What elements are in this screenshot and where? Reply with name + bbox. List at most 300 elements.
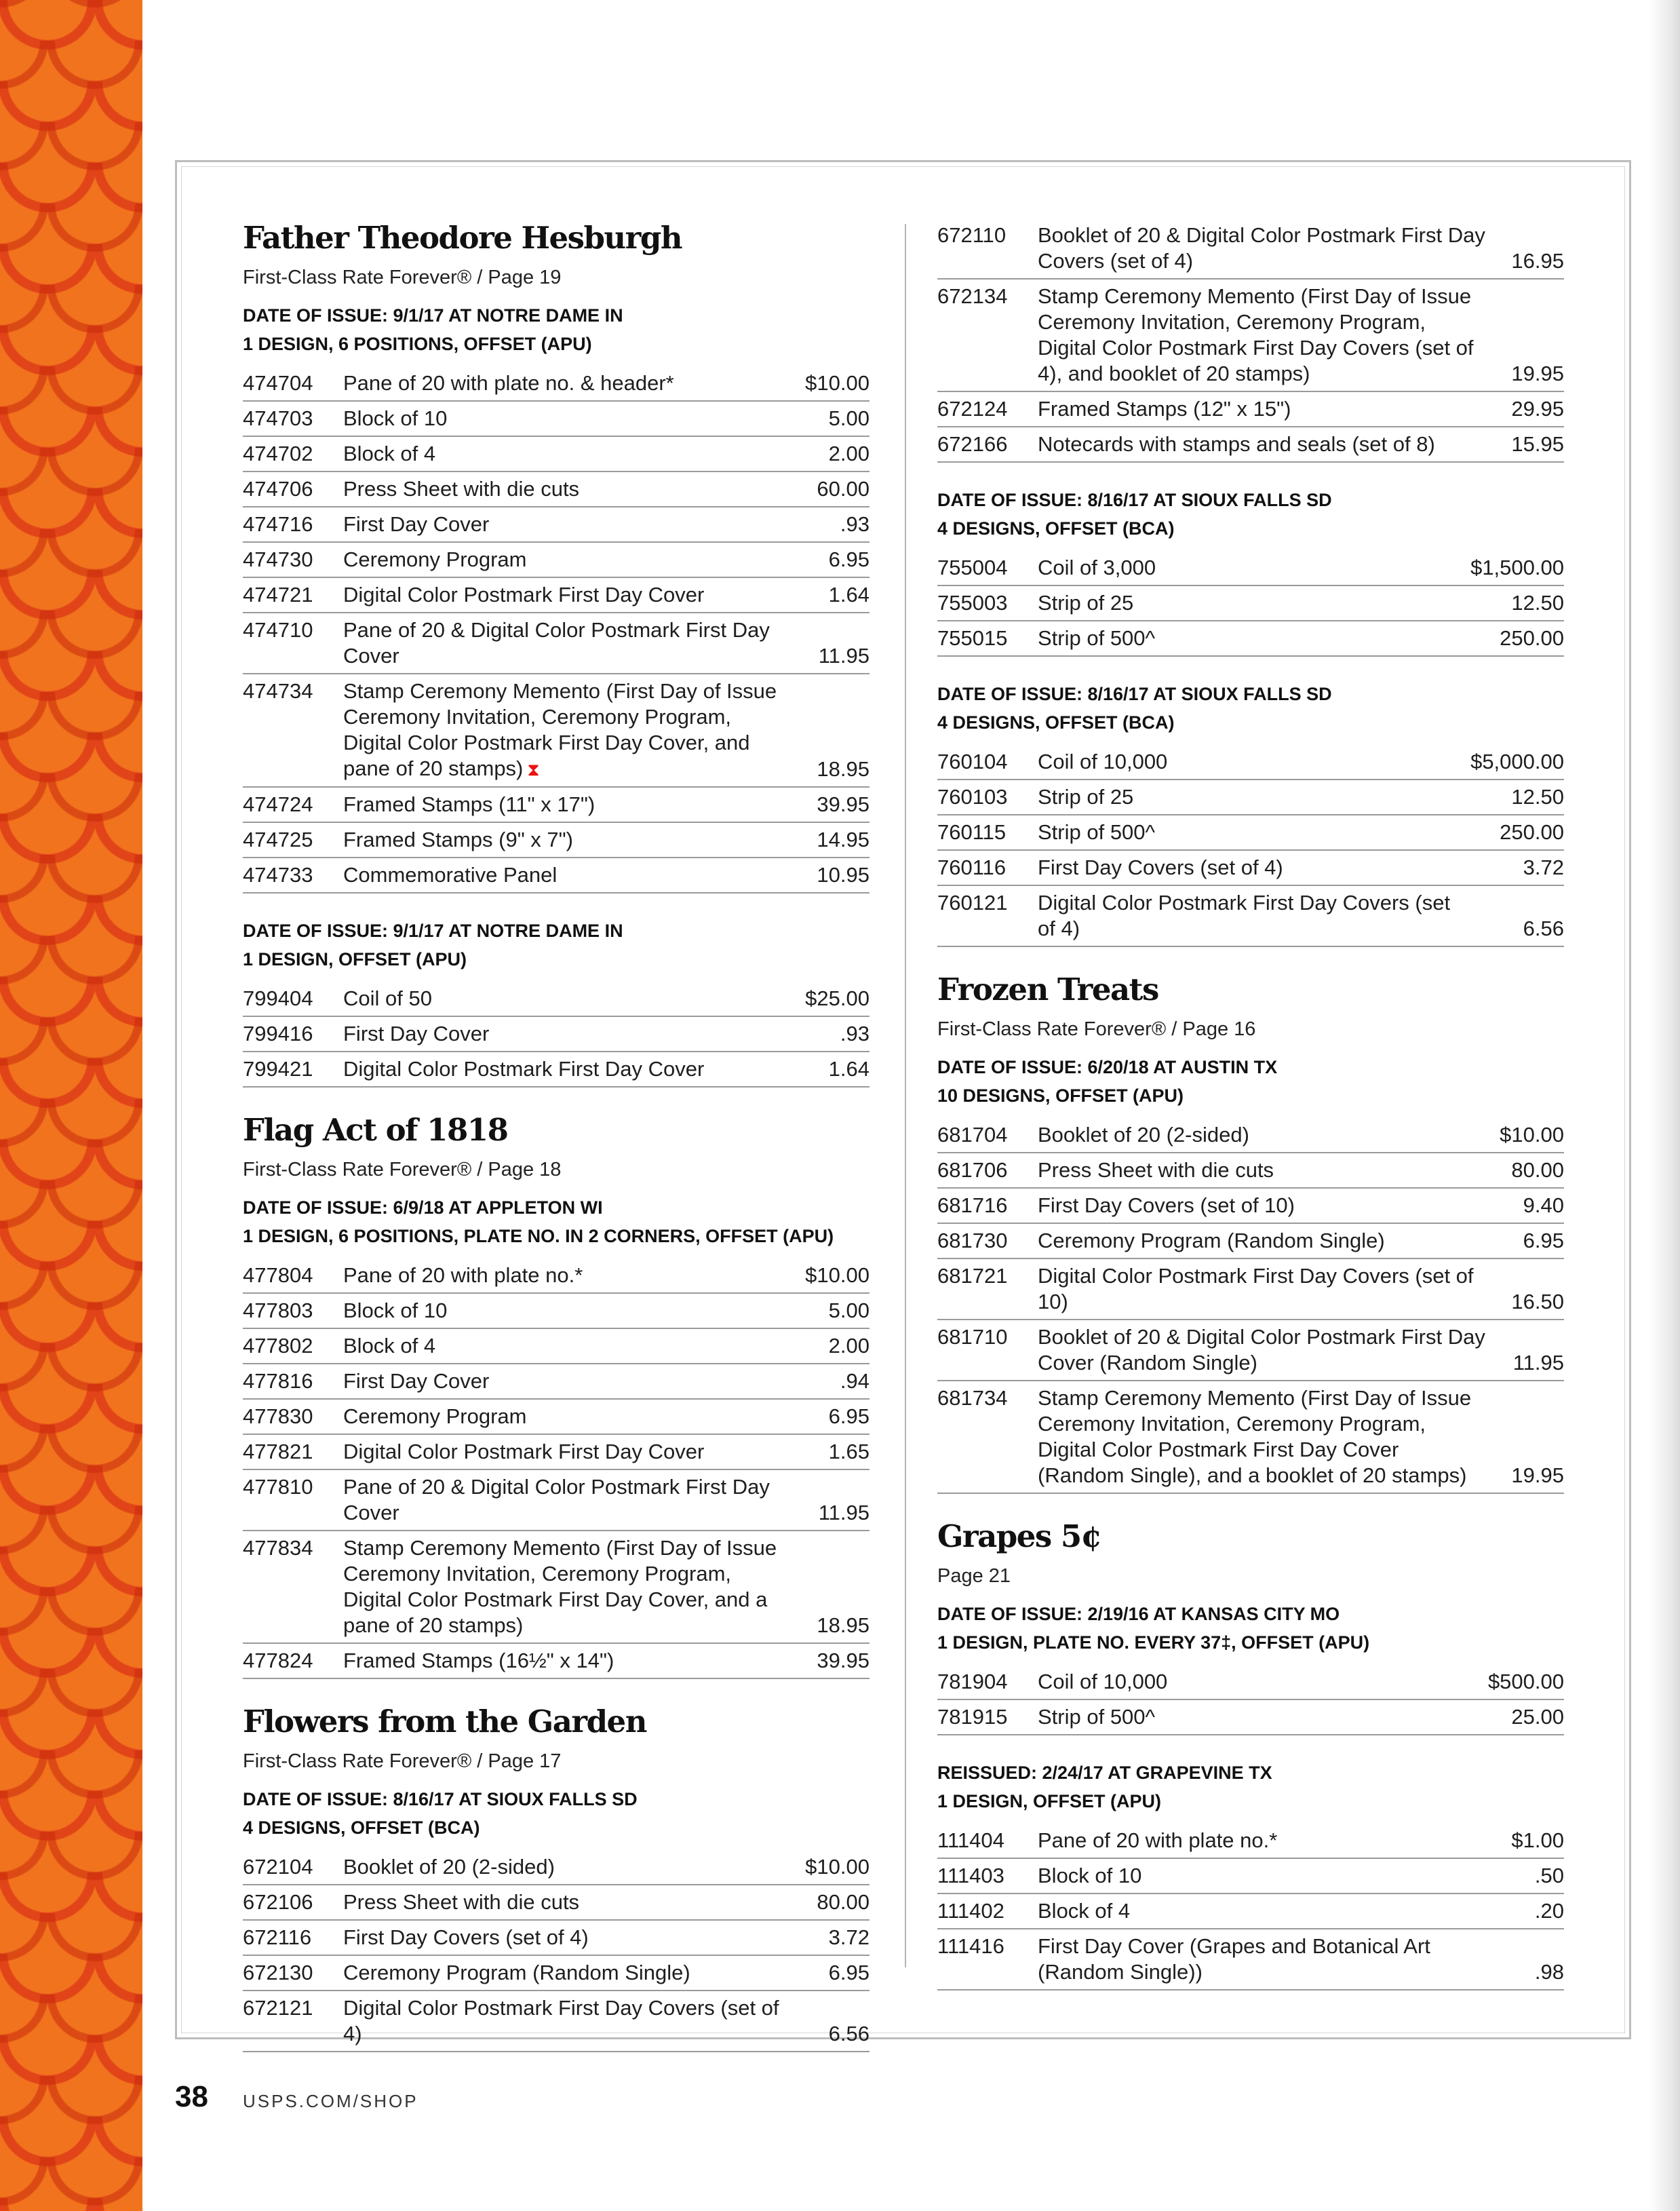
item-description [1038, 1153, 1489, 1188]
item-description [1038, 218, 1489, 279]
item-description-text: Block of 10 [343, 1299, 448, 1322]
item-description [343, 674, 795, 787]
issue-line: DATE OF ISSUE: 6/20/18 AT AUSTIN TX [937, 1057, 1278, 1077]
item-description-text: Pane of 20 & Digital Color Postmark First Day Cover [343, 618, 770, 668]
item-description-text: Digital Color Postmark First Day Cover [343, 583, 705, 607]
footer-url[interactable]: USPS.COM/SHOP [243, 2091, 418, 2111]
section-title: Father Theodore Hesburgh [243, 220, 682, 256]
item-code: 755003 [937, 585, 1038, 621]
table-row [937, 1893, 1564, 1929]
product-table [243, 982, 870, 1088]
table-row [937, 850, 1564, 885]
item-description-text: Ceremony Program (Random Single) [343, 1961, 690, 1984]
table-row [243, 613, 870, 674]
item-code: 755004 [937, 551, 1038, 585]
table-row [243, 1469, 870, 1531]
item-description [1038, 585, 1470, 621]
item-code: 760121 [937, 885, 1038, 946]
item-description [343, 1469, 795, 1531]
item-price: 2.00 [795, 436, 870, 472]
item-description [1038, 551, 1470, 585]
item-description-text: Block of 4 [343, 1334, 436, 1358]
item-price: $10.00 [795, 366, 870, 401]
item-price: $25.00 [795, 982, 870, 1016]
item-code: 760115 [937, 815, 1038, 850]
item-description [343, 366, 795, 401]
table-row [937, 551, 1564, 585]
item-code: 755015 [937, 621, 1038, 656]
hourglass-icon: ⧗ [527, 759, 540, 780]
item-description-text: Press Sheet with die cuts [343, 1890, 580, 1914]
item-price: 3.72 [795, 1920, 870, 1955]
item-description [1038, 850, 1470, 885]
item-description-text: Digital Color Postmark First Day Covers (set of 10) [1038, 1264, 1474, 1313]
item-price: 80.00 [1489, 1153, 1564, 1188]
item-code: 477821 [243, 1434, 343, 1469]
table-row [243, 1531, 870, 1643]
table-row [243, 1643, 870, 1678]
item-description-text: Digital Color Postmark First Day Cover [343, 1440, 705, 1463]
item-description-text: Press Sheet with die cuts [1038, 1158, 1274, 1182]
item-code: 672124 [937, 391, 1038, 427]
item-price: 14.95 [795, 822, 870, 858]
item-code: 672134 [937, 279, 1038, 391]
item-description [343, 1293, 795, 1328]
item-description [343, 1955, 795, 1991]
section-subtitle: Page 21 [937, 1565, 1011, 1587]
item-description [343, 436, 795, 472]
item-code: 681710 [937, 1320, 1038, 1381]
table-row [243, 1052, 870, 1087]
table-row [937, 218, 1564, 279]
item-code: 474721 [243, 577, 343, 613]
item-description [343, 542, 795, 577]
item-price: 6.56 [1470, 885, 1564, 946]
item-description [343, 858, 795, 893]
issue-line: DATE OF ISSUE: 8/16/17 AT SIOUX FALLS SD [937, 684, 1332, 704]
item-description [1038, 745, 1470, 780]
item-code: 672110 [937, 218, 1038, 279]
item-description-text: First Day Cover [343, 1022, 490, 1045]
item-description-text: First Day Covers (set of 4) [1038, 855, 1283, 879]
item-description-text: Booklet of 20 & Digital Color Postmark First Day Cover (Random Single) [1038, 1325, 1485, 1374]
item-description [1038, 1699, 1488, 1735]
item-description-text: Commemorative Panel [343, 863, 558, 887]
item-description-text: Ceremony Program [343, 1404, 527, 1428]
item-price: 10.95 [795, 858, 870, 893]
item-description-text: Pane of 20 with plate no. & header* [343, 371, 674, 395]
item-code: 781915 [937, 1699, 1038, 1735]
item-description [343, 1920, 795, 1955]
item-code: 474710 [243, 613, 343, 674]
item-description-text: Coil of 10,000 [1038, 750, 1168, 773]
section-title: Frozen Treats [937, 972, 1158, 1007]
item-price: 39.95 [795, 1643, 870, 1678]
item-description [1038, 427, 1489, 462]
item-description [1038, 1929, 1489, 1990]
item-code: 474702 [243, 436, 343, 472]
issue-line: 10 DESIGNS, OFFSET (APU) [937, 1085, 1184, 1106]
item-description [1038, 1258, 1489, 1320]
section-subtitle: First-Class Rate Forever® / Page 16 [937, 1018, 1256, 1040]
item-price: 80.00 [795, 1885, 870, 1920]
item-code: 477824 [243, 1643, 343, 1678]
item-price: $1.00 [1489, 1824, 1564, 1858]
item-description [343, 507, 795, 542]
item-code: 477834 [243, 1531, 343, 1643]
product-table [937, 745, 1564, 947]
item-code: 681721 [937, 1258, 1038, 1320]
item-code: 474725 [243, 822, 343, 858]
table-row [243, 982, 870, 1016]
table-row [243, 787, 870, 822]
item-description-text: Booklet of 20 (2-sided) [343, 1855, 555, 1879]
table-row [937, 1223, 1564, 1258]
table-row [937, 279, 1564, 391]
item-description-text: Framed Stamps (12" x 15") [1038, 397, 1291, 421]
item-price: 16.50 [1489, 1258, 1564, 1320]
table-row [937, 885, 1564, 946]
item-description-text: Ceremony Program [343, 547, 527, 571]
table-row [937, 1320, 1564, 1381]
item-description-text: Pane of 20 & Digital Color Postmark First Day Cover [343, 1475, 770, 1524]
item-code: 111402 [937, 1893, 1038, 1929]
item-description-text: Coil of 10,000 [1038, 1670, 1168, 1693]
item-price: 25.00 [1488, 1699, 1564, 1735]
item-code: 111416 [937, 1929, 1038, 1990]
item-price: 1.65 [795, 1434, 870, 1469]
item-price: 12.50 [1470, 585, 1564, 621]
item-code: 474704 [243, 366, 343, 401]
item-price: 5.00 [795, 1293, 870, 1328]
item-description [1038, 1824, 1489, 1858]
table-row [937, 780, 1564, 815]
table-row [937, 1118, 1564, 1153]
table-row [937, 621, 1564, 656]
section-subtitle: First-Class Rate Forever® / Page 17 [243, 1750, 562, 1772]
product-table [243, 1850, 870, 2052]
item-price: 19.95 [1489, 279, 1564, 391]
table-row [243, 472, 870, 507]
item-description-text: Block of 4 [343, 442, 436, 465]
section-title: Flowers from the Garden [243, 1704, 646, 1739]
item-description-text: Stamp Ceremony Memento (First Day of Issue Ceremony Invitation, Ceremony Program, Digital Color Postmark First Day Cover (Random Single), and a booklet of 20 stamps) [1038, 1386, 1472, 1487]
item-code: 474730 [243, 542, 343, 577]
item-price: 9.40 [1489, 1188, 1564, 1223]
table-row [937, 1665, 1564, 1699]
item-description [1038, 885, 1470, 946]
issue-line: 1 DESIGN, 6 POSITIONS, OFFSET (APU) [243, 334, 592, 354]
item-description [343, 1399, 795, 1434]
item-code: 799404 [243, 982, 343, 1016]
right-column [937, 218, 1564, 2014]
page-number: 38 [175, 2080, 208, 2113]
item-description-text: Stamp Ceremony Memento (First Day of Issue Ceremony Invitation, Ceremony Program, Digital Color Postmark First Day Covers (set of 4), and booklet of 20 stamps) [1038, 284, 1474, 385]
table-row [243, 1364, 870, 1399]
item-description [343, 787, 795, 822]
table-row [243, 577, 870, 613]
item-description [1038, 815, 1470, 850]
item-code: 474716 [243, 507, 343, 542]
table-row [937, 1188, 1564, 1223]
item-price: 19.95 [1489, 1381, 1564, 1493]
item-price: 11.95 [795, 613, 870, 674]
table-row [243, 1920, 870, 1955]
item-code: 681734 [937, 1381, 1038, 1493]
issue-info [243, 1193, 870, 1250]
product-table [937, 218, 1564, 463]
table-row [243, 1399, 870, 1434]
item-code: 681704 [937, 1118, 1038, 1153]
issue-line: DATE OF ISSUE: 9/1/17 AT NOTRE DAME IN [243, 921, 623, 941]
table-row [243, 401, 870, 436]
item-price: $10.00 [1489, 1118, 1564, 1153]
item-description-text: Strip of 500^ [1038, 626, 1156, 650]
item-description [1038, 1223, 1489, 1258]
item-description [1038, 1381, 1489, 1493]
item-code: 474724 [243, 787, 343, 822]
item-description-text: Block of 10 [1038, 1864, 1142, 1887]
table-row [243, 1885, 870, 1920]
item-description [1038, 391, 1489, 427]
item-code: 474706 [243, 472, 343, 507]
item-description-text: Ceremony Program (Random Single) [1038, 1229, 1385, 1252]
table-row [243, 1328, 870, 1364]
issue-line: 1 DESIGN, OFFSET (APU) [937, 1791, 1162, 1811]
item-description [343, 613, 795, 674]
table-row [937, 1381, 1564, 1493]
item-description-text: Booklet of 20 (2-sided) [1038, 1123, 1249, 1147]
table-row [937, 585, 1564, 621]
item-price: 2.00 [795, 1328, 870, 1364]
item-price: 250.00 [1470, 621, 1564, 656]
item-code: 474734 [243, 674, 343, 787]
table-row [243, 1991, 870, 2052]
item-code: 681706 [937, 1153, 1038, 1188]
item-code: 672166 [937, 427, 1038, 462]
item-description [1038, 780, 1470, 815]
item-description [343, 577, 795, 613]
issue-info [937, 1758, 1564, 1815]
table-row [937, 1699, 1564, 1735]
item-code: 477830 [243, 1399, 343, 1434]
item-code: 474703 [243, 401, 343, 436]
item-code: 672121 [243, 1991, 343, 2052]
issue-line: DATE OF ISSUE: 6/9/18 AT APPLETON WI [243, 1197, 603, 1218]
item-description-text: First Day Cover [343, 512, 490, 536]
item-price: $10.00 [795, 1850, 870, 1885]
item-price: 6.95 [795, 1399, 870, 1434]
item-code: 111404 [937, 1824, 1038, 1858]
table-row [243, 366, 870, 401]
item-description-text: Coil of 3,000 [1038, 556, 1156, 579]
item-code: 672130 [243, 1955, 343, 1991]
issue-line: 4 DESIGNS, OFFSET (BCA) [937, 518, 1175, 539]
item-code: 672106 [243, 1885, 343, 1920]
issue-info [937, 1053, 1564, 1110]
item-price: 6.95 [795, 1955, 870, 1991]
item-description [343, 1850, 795, 1885]
item-price: 16.95 [1489, 218, 1564, 279]
table-row [243, 1016, 870, 1052]
item-description [343, 1016, 795, 1052]
item-price: 6.56 [795, 1991, 870, 2052]
item-description [343, 1434, 795, 1469]
issue-line: 1 DESIGN, PLATE NO. EVERY 37‡, OFFSET (APU) [937, 1632, 1370, 1653]
table-row [243, 1955, 870, 1991]
issue-line: 1 DESIGN, OFFSET (APU) [243, 949, 467, 969]
item-price: 11.95 [1489, 1320, 1564, 1381]
issue-info [937, 680, 1564, 737]
item-code: 672104 [243, 1850, 343, 1885]
left-column [243, 218, 870, 2075]
item-price: .94 [795, 1364, 870, 1399]
item-description-text: Framed Stamps (11" x 17") [343, 792, 595, 816]
item-price: $1,500.00 [1470, 551, 1564, 585]
item-description [1038, 279, 1489, 391]
item-price: 60.00 [795, 472, 870, 507]
item-description [343, 1258, 795, 1293]
issue-line: 1 DESIGN, 6 POSITIONS, PLATE NO. IN 2 CORNERS, OFFSET (APU) [243, 1226, 834, 1246]
item-description [1038, 1665, 1488, 1699]
issue-info [243, 1785, 870, 1842]
item-price: .93 [795, 507, 870, 542]
issue-line: REISSUED: 2/24/17 AT GRAPEVINE TX [937, 1763, 1272, 1783]
item-description-text: Block of 4 [1038, 1899, 1131, 1923]
item-code: 799421 [243, 1052, 343, 1087]
table-row [937, 1824, 1564, 1858]
item-price: $10.00 [795, 1258, 870, 1293]
issue-info [937, 1600, 1564, 1657]
table-row [937, 745, 1564, 780]
product-table [937, 1118, 1564, 1494]
issue-info [243, 917, 870, 974]
item-price: .93 [795, 1016, 870, 1052]
item-description-text: Digital Color Postmark First Day Covers (set of 4) [1038, 891, 1451, 940]
item-description-text: Strip of 500^ [1038, 1705, 1156, 1729]
item-code: 760103 [937, 780, 1038, 815]
item-description-text: Strip of 25 [1038, 785, 1134, 809]
item-price: 1.64 [795, 577, 870, 613]
product-table [937, 1824, 1564, 1991]
item-description [1038, 621, 1470, 656]
item-description-text: First Day Cover (Grapes and Botanical Art (Random Single)) [1038, 1934, 1430, 1984]
section-subtitle: First-Class Rate Forever® / Page 19 [243, 267, 562, 288]
item-description-text: Pane of 20 with plate no.* [343, 1263, 583, 1287]
item-description-text: Pane of 20 with plate no.* [1038, 1828, 1278, 1852]
item-price: 39.95 [795, 787, 870, 822]
item-description [343, 1643, 795, 1678]
table-row [243, 674, 870, 787]
item-price: $500.00 [1488, 1665, 1564, 1699]
item-description [1038, 1320, 1489, 1381]
issue-line: DATE OF ISSUE: 9/1/17 AT NOTRE DAME IN [243, 305, 623, 326]
item-code: 477810 [243, 1469, 343, 1531]
item-description [343, 1364, 795, 1399]
item-code: 477803 [243, 1293, 343, 1328]
item-description [343, 401, 795, 436]
item-price: 6.95 [1489, 1223, 1564, 1258]
item-description-text: Notecards with stamps and seals (set of 8) [1038, 432, 1435, 456]
item-description-text: Stamp Ceremony Memento (First Day of Issue Ceremony Invitation, Ceremony Program, Digital Color Postmark First Day Cover, and a pane of 20 stamps) [343, 1536, 777, 1637]
page-edge-shadow [1649, 0, 1680, 2211]
product-table [937, 1665, 1564, 1735]
table-row [243, 1258, 870, 1293]
product-table [937, 551, 1564, 657]
item-code: 477804 [243, 1258, 343, 1293]
decorative-scallop-overlay [0, 0, 142, 2211]
item-code: 477802 [243, 1328, 343, 1364]
table-row [937, 1153, 1564, 1188]
item-description [343, 982, 795, 1016]
item-code: 760116 [937, 850, 1038, 885]
item-price: 1.64 [795, 1052, 870, 1087]
item-code: 760104 [937, 745, 1038, 780]
section-title: Flag Act of 1818 [243, 1112, 508, 1148]
item-description-text: Strip of 500^ [1038, 820, 1156, 844]
table-row [243, 822, 870, 858]
table-row [937, 1258, 1564, 1320]
item-code: 681716 [937, 1188, 1038, 1223]
table-row [243, 1434, 870, 1469]
table-row [243, 507, 870, 542]
table-row [937, 391, 1564, 427]
item-description-text: Booklet of 20 & Digital Color Postmark First Day Covers (set of 4) [1038, 223, 1485, 273]
product-table [243, 1258, 870, 1679]
item-code: 672116 [243, 1920, 343, 1955]
item-description-text: Digital Color Postmark First Day Cover [343, 1057, 705, 1081]
table-row [937, 1858, 1564, 1893]
item-code: 477816 [243, 1364, 343, 1399]
item-price: .50 [1489, 1858, 1564, 1893]
issue-line: DATE OF ISSUE: 2/19/16 AT KANSAS CITY MO [937, 1604, 1340, 1624]
table-row [937, 427, 1564, 462]
item-price: 6.95 [795, 542, 870, 577]
issue-line: 4 DESIGNS, OFFSET (BCA) [243, 1818, 480, 1838]
item-description [1038, 1118, 1489, 1153]
item-description [1038, 1188, 1489, 1223]
item-code: 799416 [243, 1016, 343, 1052]
item-code: 681730 [937, 1223, 1038, 1258]
item-price: .20 [1489, 1893, 1564, 1929]
item-code: 474733 [243, 858, 343, 893]
item-description-text: Framed Stamps (9" x 7") [343, 828, 573, 851]
item-description [1038, 1893, 1489, 1929]
column-divider [905, 224, 906, 1967]
item-description-text: Strip of 25 [1038, 591, 1134, 615]
item-price: 11.95 [795, 1469, 870, 1531]
item-description-text: First Day Covers (set of 10) [1038, 1193, 1295, 1217]
item-description [343, 1991, 795, 2052]
table-row [937, 1929, 1564, 1990]
item-description [343, 822, 795, 858]
item-price: 29.95 [1489, 391, 1564, 427]
item-description [343, 1328, 795, 1364]
section-title: Grapes 5¢ [937, 1518, 1101, 1554]
item-description-text: Framed Stamps (16½" x 14") [343, 1649, 614, 1672]
item-price: $5,000.00 [1470, 745, 1564, 780]
item-description [1038, 1858, 1489, 1893]
item-description-text: First Day Cover [343, 1369, 490, 1393]
item-description-text: First Day Covers (set of 4) [343, 1925, 589, 1949]
table-row [937, 815, 1564, 850]
item-description [343, 1052, 795, 1087]
issue-line: 4 DESIGNS, OFFSET (BCA) [937, 712, 1175, 733]
item-description [343, 472, 795, 507]
item-price: 15.95 [1489, 427, 1564, 462]
table-row [243, 436, 870, 472]
item-price: 18.95 [795, 674, 870, 787]
